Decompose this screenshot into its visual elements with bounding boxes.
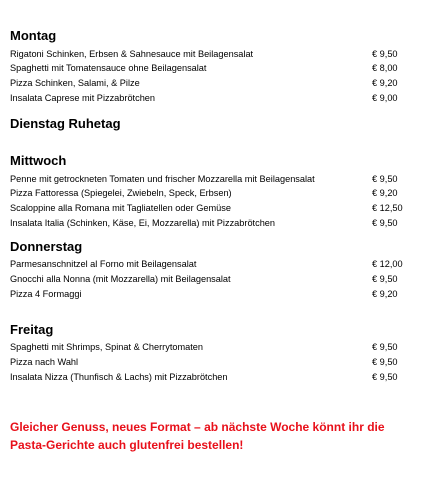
dish-price: € 9,50 — [372, 274, 398, 284]
dish-price: € 9,50 — [372, 357, 398, 367]
dish-name: Scaloppine alla Romana mit Tagliatellen oder Gemüse — [10, 203, 231, 213]
dish-name: Penne mit getrockneten Tomaten und frischer Mozzarella mit Beilagensalat — [10, 174, 315, 184]
dish-name: Insalata Nizza (Thunfisch & Lachs) mit Pizzabrötchen — [10, 372, 228, 382]
dish-price: € 9,20 — [372, 188, 398, 198]
dish-name: Rigatoni Schinken, Erbsen & Sahnesauce mit Beilagensalat — [10, 49, 254, 59]
dish-price: € 9,20 — [372, 78, 398, 88]
dish-name: Gnocchi alla Nonna (mit Mozzarella) mit Beilagensalat — [10, 274, 231, 284]
dish-price: € 9,50 — [372, 372, 398, 382]
dish-name: Insalata Italia (Schinken, Käse, Ei, Mozzarella) mit Pizzabrötchen — [10, 218, 276, 228]
dish-name: Pizza nach Wahl — [10, 357, 79, 367]
dish-price: € 9,50 — [372, 218, 398, 228]
dish-name: Spaghetti mit Shrimps, Spinat & Cherrytomaten — [10, 342, 204, 352]
dish-price: € 9,50 — [372, 49, 398, 59]
dish-price: € 9,00 — [372, 93, 398, 103]
dish-name: Pizza Schinken, Salami, & Pilze — [10, 78, 140, 88]
dish-price: € 12,00 — [372, 259, 403, 269]
dish-name: Pizza Fattoressa (Spiegelei, Zwiebeln, Speck, Erbsen) — [10, 188, 232, 198]
dish-name: Parmesanschnitzel al Forno mit Beilagensalat — [10, 259, 197, 269]
dish-price: € 9,50 — [372, 174, 398, 184]
dish-name: Insalata Caprese mit Pizzabrötchen — [10, 93, 156, 103]
day-heading-tuesday: Dienstag Ruhetag — [10, 116, 121, 131]
dish-price: € 8,00 — [372, 63, 398, 73]
dish-name: Pizza 4 Formaggi — [10, 289, 82, 299]
day-heading-thursday: Donnerstag — [10, 239, 83, 254]
dish-name: Spaghetti mit Tomatensauce ohne Beilagensalat — [10, 63, 207, 73]
dish-price: € 9,50 — [372, 342, 398, 352]
gluten-free-notice: Gleicher Genuss, neues Format – ab nächste Woche könnt ihr die Pasta-Gerichte auch glutenfrei bestellen! — [10, 420, 385, 452]
dish-price: € 9,20 — [372, 289, 398, 299]
day-heading-wednesday: Mittwoch — [10, 153, 67, 168]
dish-price: € 12,50 — [372, 203, 403, 213]
day-heading-monday: Montag — [10, 28, 57, 43]
day-heading-friday: Freitag — [10, 322, 54, 337]
